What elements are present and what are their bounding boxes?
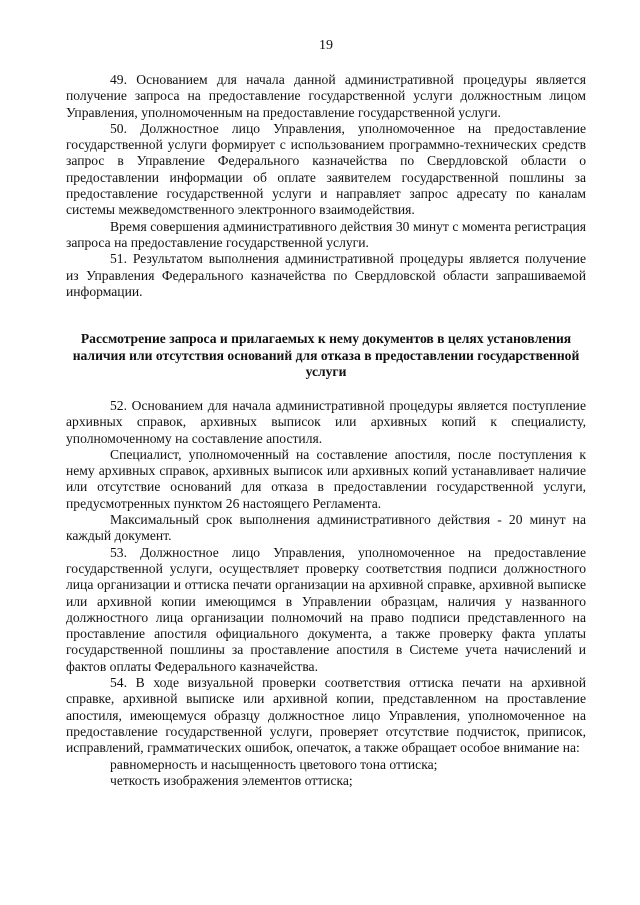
paragraph-53: 53. Должностное лицо Управления, уполномоченное на предоставление государственной услуги, осуществляет проверку соответствия подписи должностного лица организации и оттиска печати организации на архивной справке, архивной выписке или архивной копии имеющимся в Управлении образцам, наличия у названного должностного лица организации полномочий на право подписи представленного на проставление апостиля официального документа, а также проверку факта уплаты государственной пошлины за проставление апостиля в Системе учета начислений и фактов оплаты Федерального казначейства. — [66, 544, 586, 674]
list-item-clarity: четкость изображения элементов оттиска; — [110, 772, 353, 788]
section-heading: Рассмотрение запроса и прилагаемых к нему документов в целях установления наличия или отсутствия оснований для отказа в предоставлении государственной услуги — [72, 331, 580, 379]
paragraph-50: 50. Должностное лицо Управления, уполномоченное на предоставление государственной услуги формирует с использованием программно-технических средств запрос в Управление Федерального казначейства по Свердловской области о предоставлении информации об оплате заявителем государственной пошлины за предоставление государственной услуги и направляет запрос адресату по каналам системы межведомственного электронного взаимодействия. — [66, 120, 586, 218]
section-document-review — [66, 398, 586, 789]
paragraph-specialist: Специалист, уполномоченный на составление апостиля, после поступления к нему архивных справок, архивных выписок или архивных копий устанавливает наличие или отсутствие оснований для отказа в предоставлении государственной услуги, предусмотренных пунктом 26 настоящего Регламента. — [66, 446, 586, 511]
paragraph-max-time: Максимальный срок выполнения административного действия - 20 минут на каждый документ. — [66, 512, 586, 544]
paragraph-54: 54. В ходе визуальной проверки соответствия оттиска печати на архивной справке, архивной выписке или архивной копии, представленном на проставление апостиля, имеющемуся образцу должностное лицо Управления, уполномоченное на предоставление государственной услуги, проверяет отсутствие подчисток, приписок, исправлений, грамматических ошибок, опечаток, а также обращает особое внимание на: — [66, 675, 586, 756]
paragraph-49: 49. Основанием для начала данной административной процедуры является получение запроса на предоставление государственной услуги должностным лицом Управления, уполномоченным на предоставление государственной услуги. — [66, 72, 586, 120]
paragraph-51: 51. Результатом выполнения административной процедуры является получение из Управления Федерального казначейства по Свердловской области запрашиваемой информации. — [66, 251, 586, 299]
list-item-tone: равномерность и насыщенность цветового тона оттиска; — [110, 756, 438, 772]
section-procedure-request — [66, 72, 586, 300]
paragraph-time: Время совершения административного действия 30 минут с момента регистрация запроса на предоставление государственной услуги. — [66, 218, 586, 250]
paragraph-52: 52. Основанием для начала административной процедуры является поступление архивных справок, архивных выписок или архивных копий к специалисту, уполномоченному на составление апостиля. — [66, 398, 586, 446]
page-number: 19 — [319, 38, 333, 53]
